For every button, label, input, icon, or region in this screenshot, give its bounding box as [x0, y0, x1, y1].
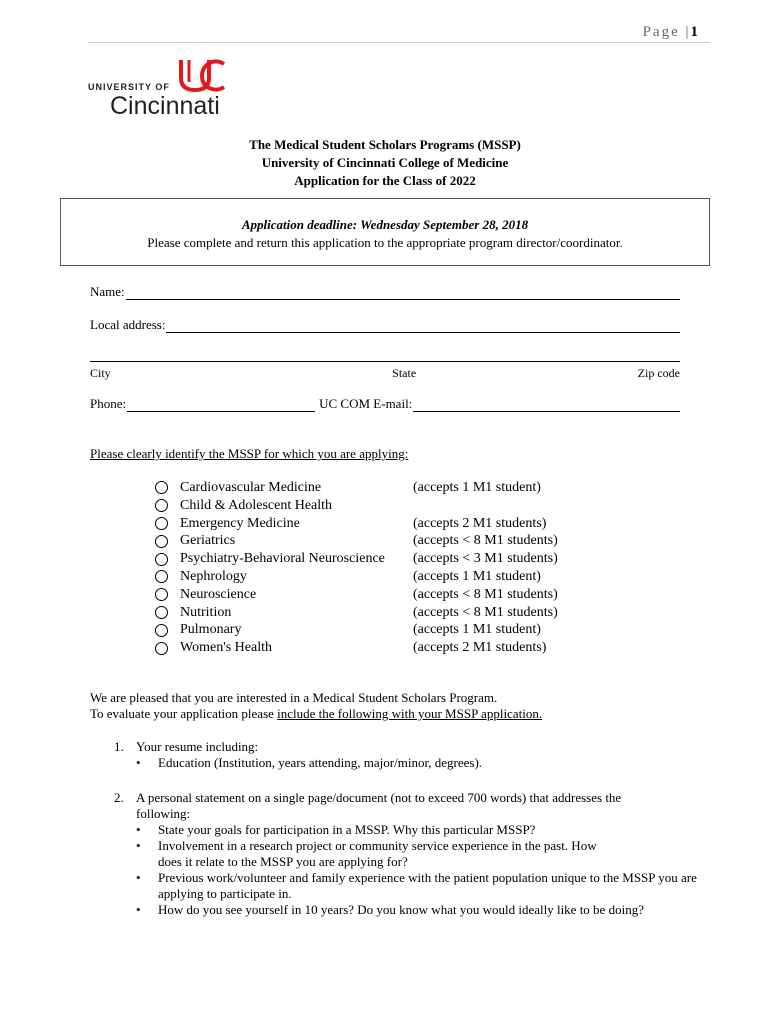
- program-name: Neuroscience: [180, 586, 257, 602]
- bullet-item: [136, 902, 704, 918]
- name-label: Name:: [90, 284, 125, 299]
- program-capacity: (accepts 1 M1 student): [413, 622, 541, 638]
- bullet-item: [136, 870, 698, 902]
- program-option[interactable]: [155, 515, 595, 533]
- program-capacity: (accepts < 8 M1 students): [413, 604, 558, 620]
- bullet-text: Involvement in a research project or community service experience in the past. How does it relate to the MSSP you are applying for?: [158, 838, 597, 869]
- radio-icon[interactable]: [155, 588, 168, 601]
- program-name: Child & Adolescent Health: [180, 497, 333, 513]
- program-capacity: (accepts < 3 M1 students): [413, 551, 558, 567]
- radio-icon[interactable]: [155, 535, 168, 548]
- intro-line-1: We are pleased that you are interested in a Medical Student Scholars Program.: [90, 690, 498, 705]
- program-list: [155, 479, 595, 657]
- program-capacity: (accepts 1 M1 student): [413, 480, 541, 495]
- local-address-label: Local address:: [90, 317, 166, 332]
- logo-university-of: UNIVERSITY OF: [88, 82, 170, 92]
- state-label: State: [392, 366, 417, 380]
- program-option[interactable]: [155, 586, 595, 604]
- requirement-2: [114, 790, 704, 918]
- requirement-1: [114, 739, 704, 771]
- program-name: Pulmonary: [180, 622, 242, 638]
- phone-input-line[interactable]: [127, 397, 315, 412]
- page-number-value: 1: [690, 24, 700, 40]
- local-address-field[interactable]: [90, 317, 680, 333]
- program-capacity: (accepts < 8 M1 students): [413, 586, 558, 602]
- radio-icon[interactable]: [155, 624, 168, 637]
- local-address-input-line[interactable]: [166, 318, 680, 333]
- program-name: Cardiovascular Medicine: [180, 480, 322, 495]
- intro-line-2: [90, 706, 710, 722]
- bullet-text: Previous work/volunteer and family experience with the patient population unique to the MSSP you are applying to participate in.: [158, 870, 697, 901]
- zip-label: Zip code: [637, 366, 680, 380]
- intro-paragraph: [90, 690, 710, 722]
- bullet-item: [136, 822, 704, 838]
- city-state-zip-labels: [90, 366, 680, 381]
- program-capacity: (accepts 2 M1 students): [413, 640, 547, 656]
- uc-logo-mark-icon: [178, 58, 228, 92]
- deadline-box: [60, 198, 710, 266]
- requirement-text: Your resume including:: [136, 739, 259, 754]
- program-capacity: (accepts < 8 M1 students): [413, 533, 558, 549]
- program-option[interactable]: [155, 550, 595, 568]
- name-field[interactable]: [90, 284, 680, 300]
- program-name: Women's Health: [180, 640, 272, 656]
- radio-icon[interactable]: [155, 553, 168, 566]
- radio-icon[interactable]: [155, 499, 168, 512]
- bullet-icon: •: [136, 870, 141, 885]
- document-titles: [0, 136, 770, 190]
- bullet-icon: •: [136, 902, 141, 917]
- bullet-icon: •: [136, 822, 141, 837]
- email-input-line[interactable]: [413, 397, 680, 412]
- requirement-text: A personal statement on a single page/document (not to exceed 700 words) that addresses the following:: [136, 790, 622, 821]
- program-name: Emergency Medicine: [180, 515, 300, 531]
- requirement-number: 1.: [114, 739, 124, 754]
- page-number: Page |1: [642, 24, 700, 40]
- radio-icon[interactable]: [155, 570, 168, 583]
- program-name: Geriatrics: [180, 533, 236, 549]
- name-input-line[interactable]: [126, 285, 680, 300]
- intro-line-2-underlined: include the following with your MSSP application.: [277, 706, 543, 721]
- bullet-item: [136, 755, 704, 771]
- bullet-icon: •: [136, 838, 141, 853]
- radio-icon[interactable]: [155, 606, 168, 619]
- program-name: Nutrition: [180, 604, 232, 620]
- bullet-text: How do you see yourself in 10 years? Do you know what you would ideally like to be doing?: [158, 902, 644, 917]
- program-capacity: (accepts 1 M1 student): [413, 568, 541, 584]
- deadline-instructions: Please complete and return this application to the appropriate program director/coordinator.: [147, 235, 623, 250]
- phone-email-row: [90, 396, 680, 412]
- deadline-line: Application deadline: Wednesday September 28, 2018: [241, 217, 529, 232]
- bullet-icon: •: [136, 755, 141, 770]
- program-option[interactable]: [155, 497, 595, 515]
- program-instruction: Please clearly identify the MSSP for which you are applying:: [90, 446, 409, 461]
- radio-icon[interactable]: [155, 481, 168, 494]
- header-rule: [88, 42, 710, 43]
- program-option[interactable]: [155, 639, 595, 657]
- title-line-1: The Medical Student Scholars Programs (MSSP): [249, 137, 521, 152]
- program-name: Nephrology: [180, 568, 247, 584]
- city-label: City: [90, 366, 111, 380]
- requirement-number: 2.: [114, 790, 124, 805]
- title-line-2: University of Cincinnati College of Medicine: [261, 155, 509, 170]
- email-label: UC COM E-mail:: [319, 396, 413, 411]
- title-line-3: Application for the Class of 2022: [294, 173, 476, 188]
- logo-cincinnati: Cincinnati: [110, 92, 220, 120]
- radio-icon[interactable]: [155, 517, 168, 530]
- bullet-item: [136, 838, 608, 870]
- program-option[interactable]: [155, 479, 595, 497]
- program-option[interactable]: [155, 568, 595, 586]
- program-option[interactable]: [155, 532, 595, 550]
- bullet-text: State your goals for participation in a MSSP. Why this particular MSSP?: [158, 822, 536, 837]
- phone-label: Phone:: [90, 396, 127, 411]
- bullet-text: Education (Institution, years attending, major/minor, degrees).: [158, 755, 483, 770]
- program-capacity: (accepts 2 M1 students): [413, 515, 547, 531]
- radio-icon[interactable]: [155, 642, 168, 655]
- intro-line-2-text: To evaluate your application please: [90, 706, 278, 721]
- program-option[interactable]: [155, 604, 595, 622]
- program-name: Psychiatry-Behavioral Neuroscience: [180, 551, 385, 567]
- city-state-zip-input-line[interactable]: [90, 361, 680, 362]
- page-label: Page: [642, 24, 680, 40]
- university-logo: [88, 58, 248, 122]
- program-option[interactable]: [155, 621, 595, 639]
